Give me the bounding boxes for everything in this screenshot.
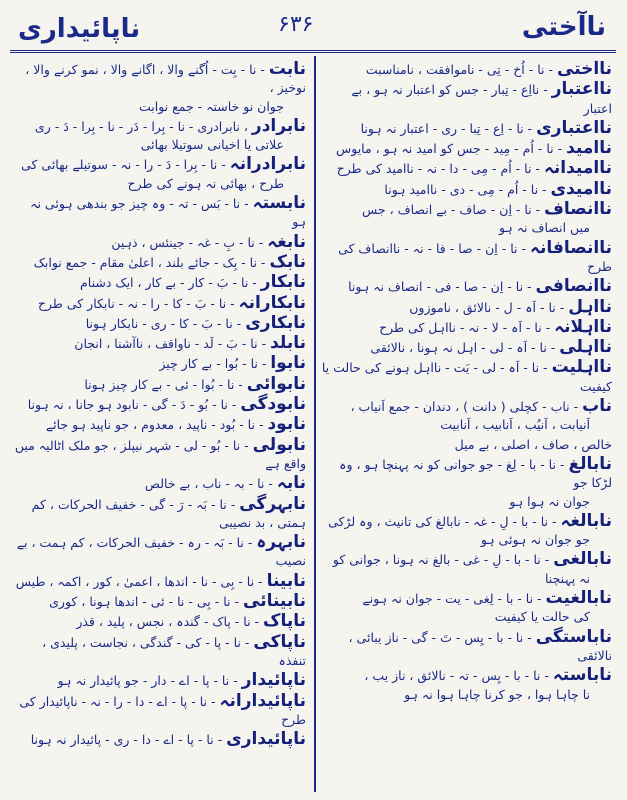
dictionary-page (8, 6, 618, 794)
entry-definition: - نا - بَہ - رَ - گی - خفیف الحرکات ، کم ہمتی ، بد نصیبی (31, 496, 306, 530)
entry-headword: نابلد (270, 333, 306, 354)
entry-headword: نااہلی (559, 337, 612, 358)
dictionary-entry (14, 592, 306, 611)
dictionary-entry (320, 180, 612, 199)
dictionary-entry (320, 298, 612, 317)
dictionary-entry (14, 572, 306, 591)
dictionary-entry (320, 60, 612, 79)
dictionary-entry (14, 375, 306, 394)
header-rule (10, 50, 616, 53)
dictionary-entry (14, 273, 306, 292)
dictionary-entry (14, 495, 306, 533)
entry-headword: نااہلیت (551, 357, 612, 378)
entry-headword: نابہرگی (239, 493, 306, 514)
entry-definition: - نا - بِرا - دَ - را - نہ - سوتیلے بھائی کی (21, 157, 226, 173)
entry-headword: ناباستگی (535, 626, 612, 647)
entry-continuation: علاتی یا اخیانی سوتیلا بھائی (140, 137, 284, 153)
entry-headword: نابالغ (568, 453, 612, 474)
entry-headword: نااعتبار (551, 79, 612, 100)
entry-headword: نابینائی (243, 591, 306, 612)
entry-headword: نابرادرانہ (229, 154, 306, 175)
entry-headword: ناآختی (557, 60, 612, 79)
entry-headword: نابت (268, 60, 306, 79)
entry-definition: - نا - بُوا - ئی - بے کار چیز ہونا (84, 376, 243, 392)
entry-definition: - نا - با - یِس - تہ - نالائق ، ناز یب ، (364, 668, 549, 684)
entry-definition: - نا - اِن - صا - فی - انصاف نہ ہونا (348, 279, 532, 295)
entry-headword: نابرادر (251, 115, 306, 136)
entry-definition: - نا - اُم - مِی - دا - نہ - ناامید کی طرح (336, 161, 540, 177)
entry-definition: - نا - پا - اے - دار - جو پائیدار نہ ہو (57, 673, 238, 689)
entry-headword: ناامید (566, 138, 612, 159)
entry-definition: - نا - بَ - لَد - ناواقف ، ناآشنا ، انجان (74, 336, 267, 352)
entry-definition: - نااِع - تِبار - جس کو اعتبار نہ ہو ، بے اعتبار (351, 82, 612, 116)
entry-definition: - نا - بِت - اُگنے والا ، اگانے والا ، نمو کرنے والا ، نوخیز ، (25, 62, 306, 96)
header-first-word: ناآختی (521, 12, 606, 42)
dictionary-entry (14, 233, 306, 252)
dictionary-entry (320, 318, 612, 337)
entry-definition: ، نابرادری - نا - بِرا - دَر - نا - بِرا - دَ - ری (34, 118, 248, 134)
entry-headword: ناامیدی (550, 178, 612, 199)
entry-definition: - نا - پا - اے - دا - را - نہ - ناپائیدار کی طرح (19, 693, 306, 727)
dictionary-entry (14, 692, 306, 730)
entry-continuation: کی حالت یا کیفیت (494, 609, 590, 625)
entry-definition: - نا - بِک - جائے بلند ، اعلیٰ مقام - جمع نوابک (33, 254, 266, 270)
entry-definition: خالص ، صاف ، اصلی ، بے میل (454, 436, 612, 452)
dictionary-entry (14, 474, 306, 493)
dictionary-entry (14, 155, 306, 193)
entry-definition: - نا - بُود - ناپید ، معدوم ، جو ناپید ہو جائے (45, 417, 264, 433)
left-column (14, 60, 306, 794)
entry-headword: نابکاری (245, 312, 306, 333)
entry-definition: - نا - بِ - غہ - جینئس ، ذہین (111, 234, 264, 250)
entry-headword: نابینا (266, 570, 306, 591)
entry-definition: - نا - اَہ - لی - یَت - نااہل ہونے کی حالت یا کیفیت (321, 360, 612, 394)
entry-definition: - نا - بُو - دَ - گی - نابود ہو جانا ، نہ ہونا (27, 397, 237, 413)
entry-continuation: جوان نہ ہوا ہو (509, 493, 590, 509)
entry-definition: - نا - با - لِغ - جو جوانی کو نہ پہنچا ہو ، وہ لڑکا جو (339, 456, 612, 491)
dictionary-entry (320, 200, 612, 238)
entry-definition: - نا - با - یِس - تَ - گی - ناز یبائی ، نالائقی (348, 629, 612, 663)
header-last-word: ناپائیداری (18, 14, 141, 44)
dictionary-entry (320, 550, 612, 588)
entry-headword: ناب (582, 396, 612, 417)
entry-definition: - نا - اَہ - لا - نہ - نااہل کی طرح (379, 319, 551, 335)
dictionary-entry (320, 277, 612, 296)
dictionary-entry (320, 397, 612, 435)
dictionary-entry (320, 455, 612, 511)
dictionary-entry (320, 338, 612, 357)
entry-headword: نابوائی (246, 373, 306, 394)
entry-definition: - نا - بَس - تہ - وہ چیز جو بندھی ہوئی نہ ہو (30, 196, 306, 230)
entry-headword: ناامیدانہ (543, 158, 612, 179)
dictionary-entry (320, 628, 612, 666)
dictionary-entry (320, 139, 612, 158)
entry-continuation: اَنیابت ، اَنیُب ، اَنابیب ، اَنابیت (440, 417, 590, 433)
entry-continuation: جو جوان نہ ہوئی ہو (480, 532, 590, 548)
entry-definition: - نا - بُو - لی - شہر نیپلز ، جو ملک اٹالیہ میں واقع ہے (14, 437, 306, 471)
entry-headword: ناباستہ (552, 665, 612, 686)
dictionary-entry (14, 60, 306, 116)
entry-definition: - نا - بُوا - بے کار چیز (159, 356, 267, 372)
dictionary-entry (14, 117, 306, 155)
entry-definition: - نا - اِن - صا - فا - نہ - ناانصاف کی طرح (338, 240, 612, 274)
column-divider (314, 56, 316, 792)
entry-headword: نابولی (252, 434, 306, 455)
entry-definition: - نا - اُم - مِی - دی - ناامید ہونا (384, 181, 547, 197)
dictionary-entry (14, 633, 306, 671)
entry-definition: - نا - بہ - ناب ، بے خالص (144, 476, 273, 492)
entry-headword: ناپاکی (253, 631, 306, 652)
entry-headword: نابغہ (267, 231, 306, 252)
right-column (320, 60, 612, 794)
dictionary-entry (14, 533, 306, 571)
entry-definition: - نا - پاک - گندہ ، نجس ، پلید ، قذر (76, 614, 260, 630)
dictionary-entry (14, 436, 306, 474)
entry-headword: نااہلانہ (554, 316, 612, 337)
entry-definition: - نا - پا - کی - گندگی ، نجاست ، پلیدی ، تنفذہ (42, 634, 306, 668)
entry-definition: - نا - بِی - نا - ئی - اندھا ہونا ، کوری (49, 594, 239, 610)
entry-definition: - نا - با - لِ - غی - بالغ نہ ہونا ، جوانی کو (332, 552, 550, 568)
entry-definition: - نا - بَ - کار - بے کار ، ایک دشنام (80, 275, 257, 291)
entry-definition: - ناب - کچلی ( دانت ) ، دندان - جمع اَنیاب ، (350, 399, 579, 415)
dictionary-entry (14, 415, 306, 434)
dictionary-entry (14, 253, 306, 272)
entry-definition: - نا - با - لِغی - یت - جوان نہ ہونے (362, 591, 542, 607)
dictionary-entry (320, 358, 612, 396)
entry-definition: - نا - بَ - کا - ری - نابکار ہونا (85, 315, 242, 331)
entry-definition: - نا - اَہ - ل - نالائق ، ناموزوں (409, 299, 565, 315)
dictionary-entry (14, 354, 306, 373)
entry-headword: نابالغیت (545, 588, 612, 609)
page-header (8, 6, 618, 50)
dictionary-entry (320, 436, 612, 454)
dictionary-entry (14, 314, 306, 333)
entry-headword: نابہرہ (256, 532, 306, 553)
dictionary-entry (14, 395, 306, 414)
entry-definition: - نا - پا - اے - دا - ری - پائیدار نہ ہونا (30, 732, 223, 748)
entry-headword: ناپاک (263, 611, 306, 632)
entry-headword: نابالغی (553, 549, 612, 570)
entry-headword: ناانصافانہ (530, 237, 612, 258)
entry-headword: نااعتباری (536, 117, 612, 138)
entry-headword: ناپائیدارانہ (219, 690, 306, 711)
entry-headword: نااہل (568, 296, 612, 317)
dictionary-entry (320, 666, 612, 704)
page-number: ۶۳۶ (278, 12, 314, 37)
entry-headword: نابکارانہ (238, 292, 306, 313)
dictionary-entry (14, 294, 306, 313)
entry-definition: - نا - اِن - صاف - بے انصاف ، جس (361, 202, 541, 218)
dictionary-entry (320, 239, 612, 277)
dictionary-entry (320, 589, 612, 627)
entry-headword: نابک (269, 251, 306, 272)
dictionary-entry (320, 159, 612, 178)
dictionary-entry (320, 80, 612, 118)
dictionary-entry (14, 194, 306, 232)
entry-headword: ناانصاف (544, 199, 612, 220)
dictionary-entry (14, 730, 306, 749)
entry-definition: - نا - بَہ - رہ - خفیف الحرکات ، کم ہمت ، بے نصیب (16, 535, 306, 569)
entry-headword: ناپائیدار (241, 670, 306, 691)
entry-definition: - نا - اَہ - لی - اہل نہ ہونا ، نالائقی (370, 340, 556, 356)
entry-headword: نابکار (260, 272, 306, 293)
entry-headword: ناانصافی (535, 276, 612, 297)
entry-headword: ناپائیداری (226, 729, 306, 750)
entry-continuation: نہ پہنچنا (544, 570, 590, 586)
entry-headword: نابوا (270, 353, 306, 374)
entry-headword: نابستہ (252, 193, 306, 214)
entry-definition: - نا - بِی - نا - اندھا ، اعمیٰ ، کور ، اکمہ ، طیس (15, 573, 263, 589)
dictionary-entry (320, 119, 612, 138)
dictionary-entry (14, 612, 306, 631)
entry-definition: - نا - با - لِ - غہ - نابالغ کی تانیث ، وہ لڑکی (328, 513, 557, 529)
entry-headword: نابالغہ (560, 510, 612, 531)
entry-definition: - نا - بَ - کا - را - نہ - نابکار کی طرح (37, 295, 235, 311)
entry-continuation: طرح ، بھائی نہ ہونے کی طرح (127, 175, 284, 191)
dictionary-entry (14, 334, 306, 353)
entry-definition: - نا - اِع - تِبا - ری - اعتبار نہ ہونا (360, 120, 533, 136)
entry-headword: نابہ (276, 473, 306, 494)
entry-continuation: جوان نو خاستہ - جمع نوابت (138, 98, 284, 114)
entry-headword: نابودگی (240, 394, 306, 415)
entry-continuation: نا چاہا ہوا ، جو کرنا چاہا ہوا نہ ہو (404, 686, 590, 702)
entry-headword: نابود (267, 414, 306, 435)
dictionary-entry (320, 512, 612, 550)
dictionary-entry (14, 671, 306, 690)
entry-definition: - نا - اُم - مِید - جس کو امید نہ ہو ، مایوس (335, 141, 563, 157)
entry-continuation: میں انصاف نہ ہو (498, 220, 590, 236)
entry-definition: - نا - اُخ - تِی - ناموافقت ، نامناسبت (365, 62, 554, 77)
